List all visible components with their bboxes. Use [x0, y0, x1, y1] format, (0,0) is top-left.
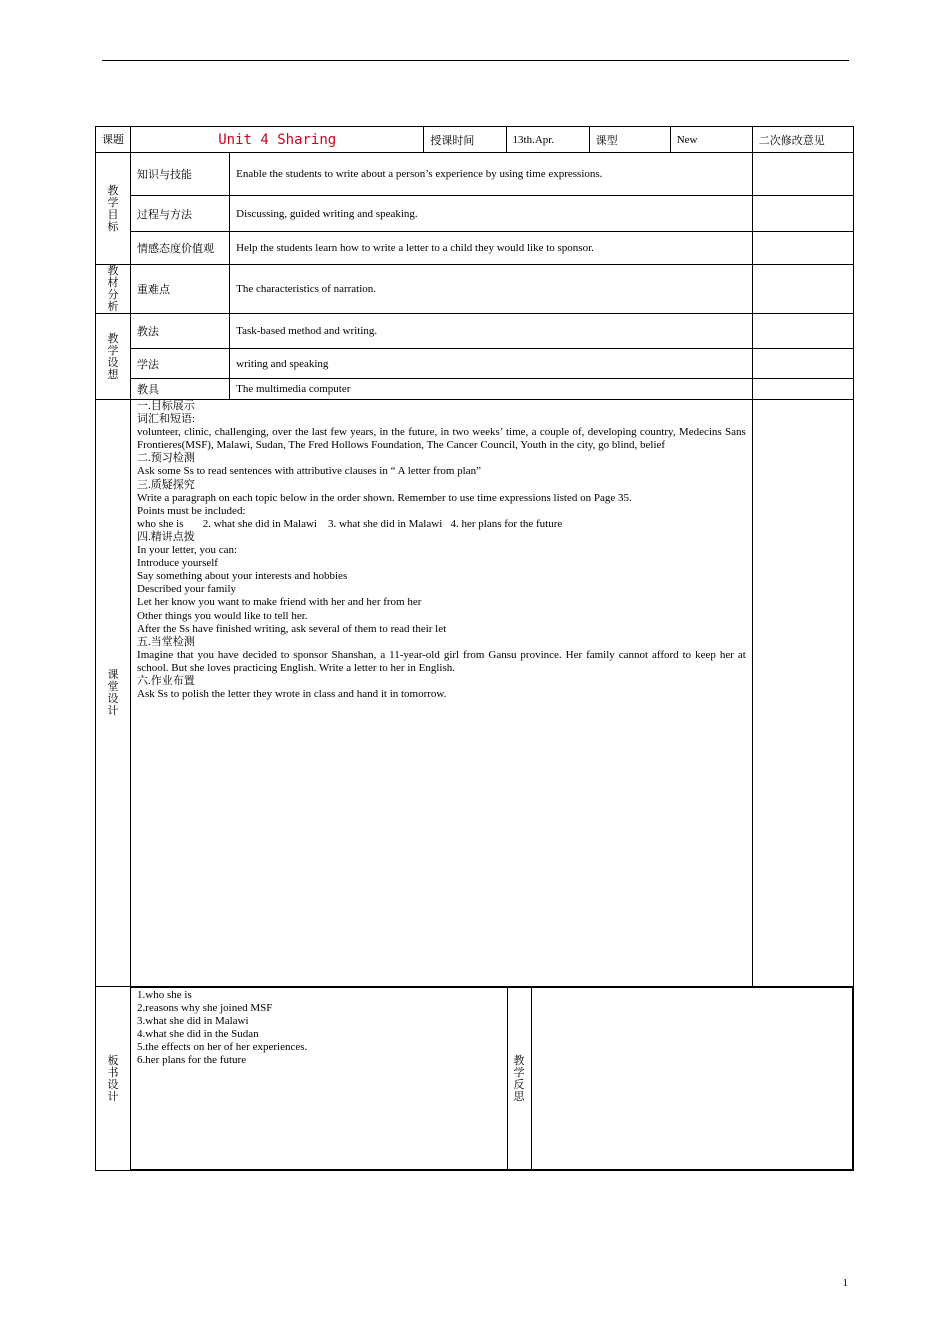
learning-text: writing and speaking — [230, 349, 753, 379]
design-line: who she is 2. what she did in Malawi 3. what she did in Malawi 4. her plans for the future — [137, 517, 563, 530]
design-line: Say something about your interests and hobbies — [137, 570, 348, 583]
board-line: 6.her plans for the future — [137, 1054, 247, 1066]
design-line: 一.目标展示 — [137, 400, 195, 412]
objectives-label-text: 教 学 目 标 — [107, 184, 119, 233]
design-line: Described your family — [137, 583, 236, 596]
classroom-label — [96, 400, 131, 987]
design-line: Imagine that you have decided to sponsor Shanshan, a 11-year-old girl from Gansu province. Her family cannot afford to keep her at school. But she loves practicing English. Write a letter to her in English. — [137, 648, 746, 674]
board-line: 3.what she did in Malawi — [137, 1015, 249, 1027]
design-line: 词汇和短语: — [137, 413, 196, 426]
design-line: Let her know you want to make friend with her and her from her — [137, 596, 422, 609]
reflection-label — [507, 988, 531, 1170]
design-line: Other things you would like to tell her. — [137, 609, 308, 622]
board-label — [96, 987, 131, 1171]
analysis-row-label: 重难点 — [131, 265, 230, 314]
topic-label: 课题 — [96, 127, 131, 153]
objective-text-process: Discussing, guided writing and speaking. — [230, 196, 753, 232]
reflection-content — [531, 988, 852, 1170]
type-value: New — [670, 127, 752, 153]
design-plan-label-text: 教 学 设 想 — [107, 332, 119, 381]
board-line: 5.the effects on her of her experiences. — [137, 1041, 308, 1053]
design-plan-label — [96, 314, 131, 400]
revision-cell — [752, 379, 853, 400]
lesson-title: Unit 4 Sharing — [131, 127, 424, 153]
objective-label-process: 过程与方法 — [131, 196, 230, 232]
design-line: 四.精讲点拨 — [137, 530, 195, 543]
design-line: 三.质疑探究 — [137, 478, 195, 491]
design-line: Ask Ss to polish the letter they wrote in class and hand it in tomorrow. — [137, 688, 447, 701]
method-text: Task-based method and writing. — [230, 314, 753, 349]
revision-cell — [752, 400, 853, 987]
design-line: 五.当堂检测 — [137, 635, 195, 648]
board-area — [131, 987, 854, 1171]
board-line: 4.what she did in the Sudan — [137, 1028, 259, 1040]
revision-cell — [752, 349, 853, 379]
reflection-label-text: 教 学 反 思 — [513, 1054, 525, 1103]
revision-cell — [752, 265, 853, 314]
analysis-row-text: The characteristics of narration. — [230, 265, 753, 314]
classroom-design — [131, 400, 753, 987]
board-line: 2.reasons why she joined MSF — [137, 1002, 273, 1014]
board-line: 1.who she is — [137, 989, 192, 1001]
design-line: Write a paragraph on each topic below in the order shown. Remember to use time expressions listed on Page 35. — [137, 491, 632, 504]
tools-label: 教具 — [131, 379, 230, 400]
objectives-label — [96, 153, 131, 265]
analysis-label-text: 教 材 分 析 — [107, 265, 119, 313]
method-label: 教法 — [131, 314, 230, 349]
time-label: 授课时间 — [424, 127, 506, 153]
board-content — [131, 988, 507, 1170]
type-label: 课型 — [589, 127, 670, 153]
objective-text-knowledge: Enable the students to write about a person’s experience by using time expressions. — [230, 153, 753, 196]
page-number: 1 — [842, 1277, 848, 1289]
design-line: Ask some Ss to read sentences with attributive clauses in “ A letter from plan” — [137, 465, 482, 478]
design-line: volunteer, clinic, challenging, over the last few years, in the future, in two weeks’ time, a couple of, developing country, Medecins Sans Frontieres(MSF), Malawi, Sudan, The Fred Hollows Foundation, The Cancer Council, Youth in the city, go blind, belief — [137, 426, 746, 452]
revision-cell — [752, 196, 853, 232]
revision-cell — [752, 232, 853, 265]
header-rule — [102, 60, 849, 61]
learning-label: 学法 — [131, 349, 230, 379]
design-line: In your letter, you can: — [137, 544, 238, 557]
design-line: After the Ss have finished writing, ask several of them to read their let — [137, 622, 447, 635]
revision-label: 二次修改意见 — [752, 127, 853, 153]
board-label-text: 板 书 设 计 — [107, 1054, 119, 1103]
analysis-label — [96, 265, 131, 314]
tools-text: The multimedia computer — [230, 379, 753, 400]
design-line: 二.预习检测 — [137, 452, 195, 465]
design-line: 六.作业布置 — [137, 674, 195, 687]
lesson-plan-table — [95, 126, 854, 1171]
revision-cell — [752, 153, 853, 196]
objective-label-knowledge: 知识与技能 — [131, 153, 230, 196]
time-value: 13th.Apr. — [506, 127, 589, 153]
objective-text-attitude: Help the students learn how to write a letter to a child they would like to sponsor. — [230, 232, 753, 265]
revision-cell — [752, 314, 853, 349]
design-line: Introduce yourself — [137, 557, 218, 570]
design-line: Points must be included: — [137, 504, 246, 517]
board-inner-table — [131, 987, 853, 1170]
objective-label-attitude: 情感态度价值观 — [131, 232, 230, 265]
classroom-label-text: 课 堂 设 计 — [107, 669, 119, 717]
